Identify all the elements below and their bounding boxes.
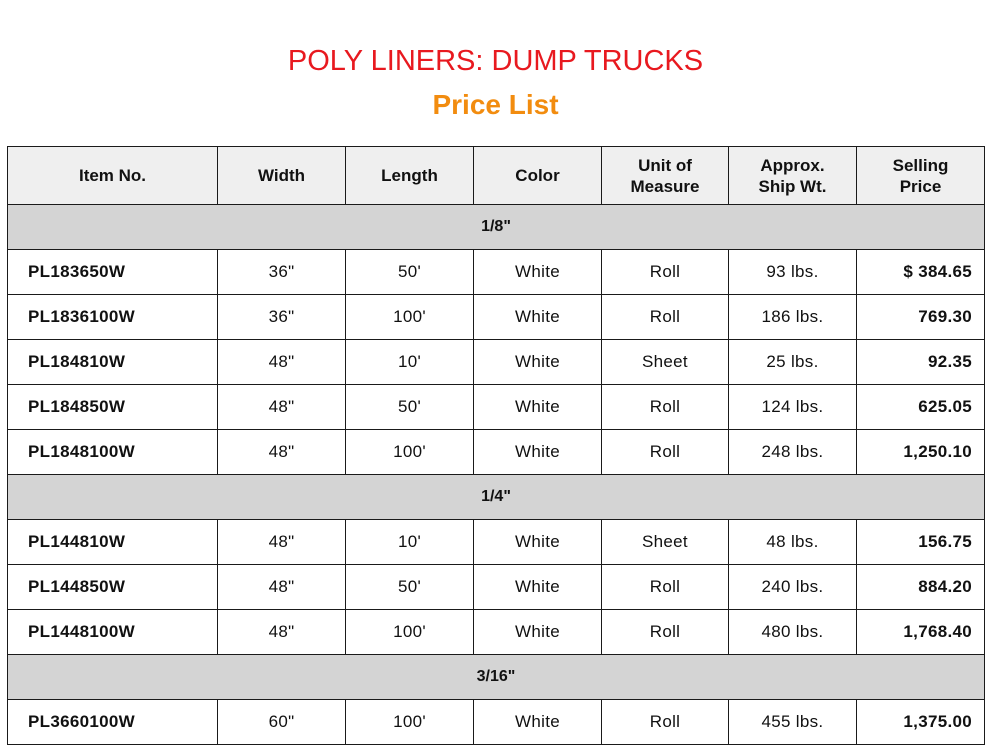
cell-color: White xyxy=(474,250,602,295)
cell-item: PL144850W xyxy=(8,565,218,610)
cell-weight: 25 lbs. xyxy=(729,340,857,385)
col-header-length: Length xyxy=(346,147,474,205)
cell-unit: Roll xyxy=(602,385,729,430)
cell-item: PL1848100W xyxy=(8,430,218,475)
table-body xyxy=(8,205,985,745)
cell-price: 1,375.00 xyxy=(857,700,985,745)
cell-width: 48" xyxy=(218,610,346,655)
group-row xyxy=(8,205,985,250)
cell-color: White xyxy=(474,520,602,565)
cell-width: 48" xyxy=(218,430,346,475)
cell-weight: 186 lbs. xyxy=(729,295,857,340)
table-row xyxy=(8,610,985,655)
cell-color: White xyxy=(474,385,602,430)
group-row xyxy=(8,655,985,700)
cell-price: 1,250.10 xyxy=(857,430,985,475)
cell-length: 10' xyxy=(346,340,474,385)
cell-unit: Roll xyxy=(602,295,729,340)
cell-item: PL184810W xyxy=(8,340,218,385)
cell-length: 50' xyxy=(346,385,474,430)
cell-color: White xyxy=(474,700,602,745)
table-row xyxy=(8,700,985,745)
cell-length: 50' xyxy=(346,250,474,295)
cell-length: 50' xyxy=(346,565,474,610)
table-row xyxy=(8,295,985,340)
cell-unit: Sheet xyxy=(602,340,729,385)
cell-length: 10' xyxy=(346,520,474,565)
cell-length: 100' xyxy=(346,430,474,475)
group-label: 1/4" xyxy=(8,475,985,520)
cell-item: PL144810W xyxy=(8,520,218,565)
cell-weight: 248 lbs. xyxy=(729,430,857,475)
table-row xyxy=(8,430,985,475)
cell-item: PL3660100W xyxy=(8,700,218,745)
cell-unit: Roll xyxy=(602,250,729,295)
col-header-item: Item No. xyxy=(8,147,218,205)
cell-weight: 48 lbs. xyxy=(729,520,857,565)
cell-width: 36" xyxy=(218,295,346,340)
table-header-row xyxy=(8,147,985,205)
cell-width: 48" xyxy=(218,385,346,430)
cell-price: 625.05 xyxy=(857,385,985,430)
cell-width: 48" xyxy=(218,340,346,385)
cell-unit: Roll xyxy=(602,565,729,610)
group-row xyxy=(8,475,985,520)
table-row xyxy=(8,250,985,295)
group-label: 1/8" xyxy=(8,205,985,250)
cell-unit: Roll xyxy=(602,610,729,655)
cell-price: 92.35 xyxy=(857,340,985,385)
cell-price: $ 384.65 xyxy=(857,250,985,295)
table-row xyxy=(8,520,985,565)
col-header-width: Width xyxy=(218,147,346,205)
table-row xyxy=(8,565,985,610)
cell-length: 100' xyxy=(346,610,474,655)
cell-item: PL184850W xyxy=(8,385,218,430)
cell-color: White xyxy=(474,430,602,475)
price-table xyxy=(7,146,985,745)
page-title: POLY LINERS: DUMP TRUCKS xyxy=(287,45,704,77)
cell-color: White xyxy=(474,610,602,655)
cell-color: White xyxy=(474,565,602,610)
cell-price: 1,768.40 xyxy=(857,610,985,655)
cell-width: 60" xyxy=(218,700,346,745)
col-header-unit: Unit of Measure xyxy=(602,147,729,205)
cell-weight: 124 lbs. xyxy=(729,385,857,430)
table-row xyxy=(8,385,985,430)
cell-unit: Roll xyxy=(602,430,729,475)
table-row xyxy=(8,340,985,385)
cell-unit: Roll xyxy=(602,700,729,745)
col-header-color: Color xyxy=(474,147,602,205)
cell-item: PL1448100W xyxy=(8,610,218,655)
cell-width: 48" xyxy=(218,520,346,565)
cell-length: 100' xyxy=(346,295,474,340)
cell-length: 100' xyxy=(346,700,474,745)
cell-price: 884.20 xyxy=(857,565,985,610)
cell-weight: 240 lbs. xyxy=(729,565,857,610)
cell-unit: Sheet xyxy=(602,520,729,565)
col-header-weight: Approx. Ship Wt. xyxy=(729,147,857,205)
cell-width: 36" xyxy=(218,250,346,295)
cell-item: PL1836100W xyxy=(8,295,218,340)
col-header-price: Selling Price xyxy=(857,147,985,205)
cell-color: White xyxy=(474,340,602,385)
group-label: 3/16" xyxy=(8,655,985,700)
cell-weight: 455 lbs. xyxy=(729,700,857,745)
cell-price: 769.30 xyxy=(857,295,985,340)
cell-price: 156.75 xyxy=(857,520,985,565)
cell-width: 48" xyxy=(218,565,346,610)
cell-weight: 93 lbs. xyxy=(729,250,857,295)
cell-color: White xyxy=(474,295,602,340)
page-subtitle: Price List xyxy=(432,89,559,120)
cell-item: PL183650W xyxy=(8,250,218,295)
cell-weight: 480 lbs. xyxy=(729,610,857,655)
